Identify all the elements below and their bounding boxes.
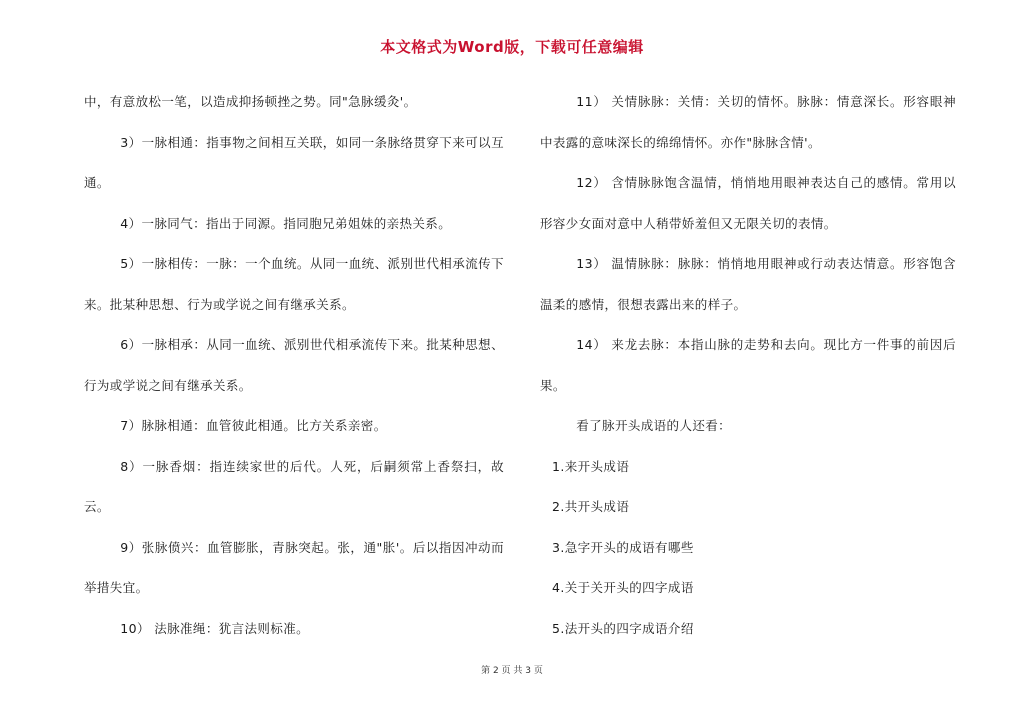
related-heading: 看了脉开头成语的人还看：	[576, 418, 732, 433]
paragraph: 7）脉脉相通：血管彼此相通。比方关系亲密。	[120, 418, 387, 433]
paragraph: 12） 含情脉脉饱含温情，悄悄地用眼神表达自己的感情。常用以形容少女面对意中人稍带娇羞但又无限关切的表情。	[540, 175, 956, 231]
paragraph: 5）一脉相传：一脉：一个血统。从同一血统、派别世代相承流传下来。批某种思想、行为或学说之间有继承关系。	[84, 256, 504, 312]
page-number-footer: 第 2 页 共 3 页	[481, 666, 543, 676]
paragraph: 6）一脉相承：从同一血统、派别世代相承流传下来。批某种思想、行为或学说之间有继承关系。	[84, 337, 504, 393]
paragraph: 10） 法脉准绳：犹言法则标准。	[120, 620, 310, 636]
related-link[interactable]: 3.急字开头的成语有哪些	[552, 539, 694, 555]
related-link[interactable]: 1.来开头成语	[552, 458, 630, 474]
left-text-column	[84, 82, 504, 649]
paragraph: 中，有意放松一笔，以造成抑扬顿挫之势。同"急脉缓灸'。	[84, 94, 417, 109]
paragraph: 13） 温情脉脉：脉脉：悄悄地用眼神或行动表达情意。形容饱含温柔的感情，很想表露出来的样子。	[540, 256, 956, 312]
related-link[interactable]: 4.关于关开头的四字成语	[552, 580, 694, 595]
related-link[interactable]: 5.法开头的四字成语介绍	[552, 620, 694, 636]
paragraph: 4）一脉同气：指出于同源。指同胞兄弟姐妹的亲热关系。	[120, 215, 452, 231]
document-header-title: 本文格式为Word版，下载可任意编辑	[380, 38, 644, 56]
paragraph: 9）张脉偾兴：血管膨胀，青脉突起。张，通"胀'。后以指因冲动而举措失宜。	[84, 539, 504, 595]
paragraph: 11） 关情脉脉：关情：关切的情怀。脉脉：情意深长。形容眼神中表露的意味深长的绵绵情怀。亦作"脉脉含情'。	[540, 94, 956, 150]
right-text-column	[540, 82, 956, 649]
related-link[interactable]: 2.共开头成语	[552, 499, 630, 514]
paragraph: 8）一脉香烟：指连续家世的后代。人死，后嗣须常上香祭扫，故云。	[84, 458, 504, 514]
paragraph: 3）一脉相通：指事物之间相互关联，如同一条脉络贯穿下来可以互通。	[84, 134, 504, 190]
paragraph: 14） 来龙去脉：本指山脉的走势和去向。现比方一件事的前因后果。	[540, 337, 956, 393]
